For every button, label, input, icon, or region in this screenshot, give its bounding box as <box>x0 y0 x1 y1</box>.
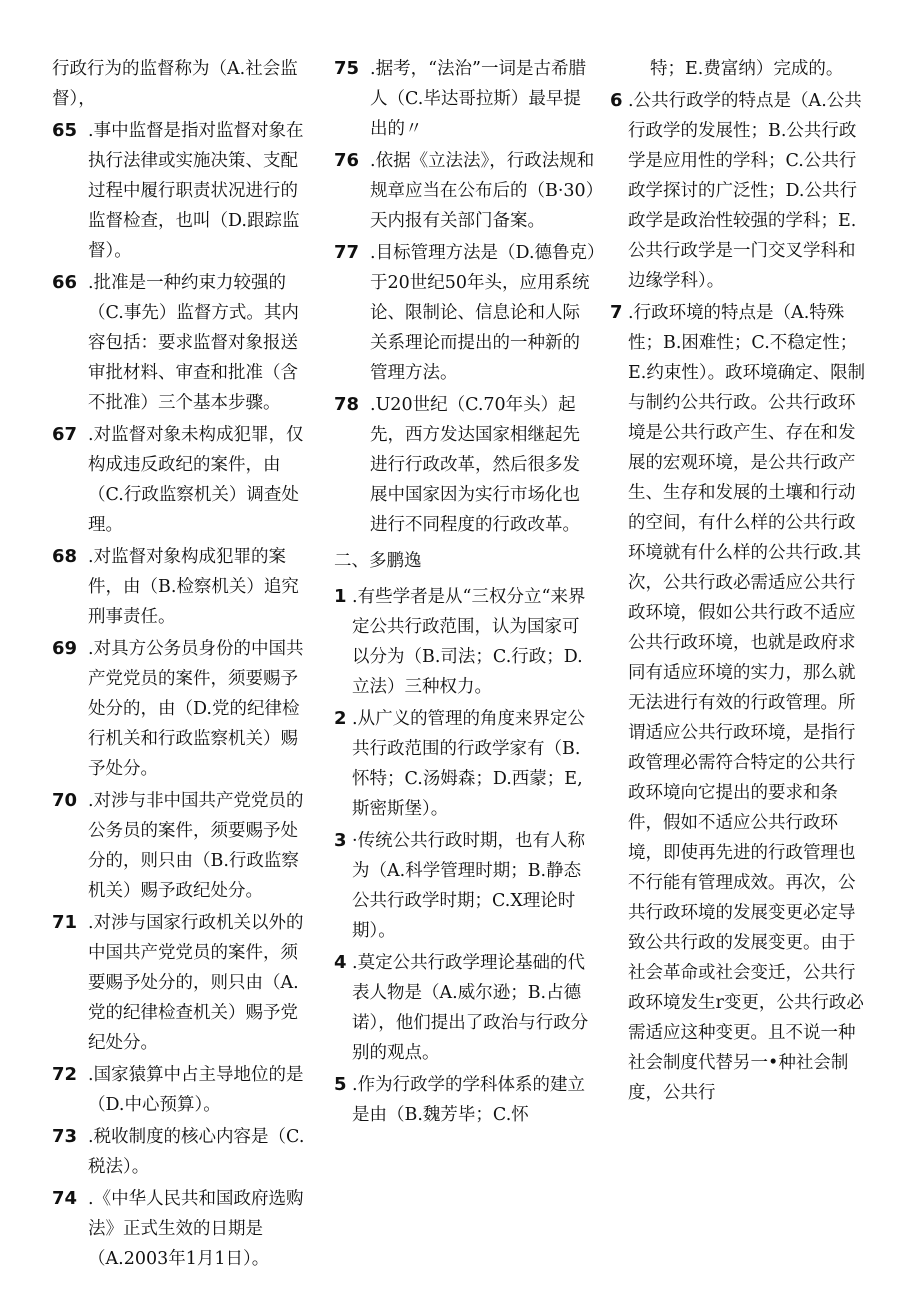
question-item <box>52 116 314 266</box>
question-text: .对具方公务员身份的中国共产党党员的案件，须要赐予处分的，由（D.党的纪律检行机关和行政监察机关）赐予处分。 <box>88 639 304 779</box>
question-item <box>334 390 596 540</box>
question-item <box>52 268 314 418</box>
question-number: 7 <box>610 302 623 323</box>
question-number: 74 <box>52 1188 78 1209</box>
question-number: 3 <box>334 830 347 851</box>
question-text: .对监督对象构成犯罪的案件，由（B.检察机关）追究刑事责任。 <box>88 547 299 627</box>
question-list <box>334 54 596 540</box>
question-item <box>52 634 314 784</box>
question-item <box>52 1060 314 1120</box>
question-number: 4 <box>334 952 347 973</box>
section-heading: 二、多鹏逸 <box>334 551 422 571</box>
question-text: .事中监督是指对监督对象在执行法律或实施决策、支配过程中履行职责状况进行的监督检查，也叫（D.跟踪监督）。 <box>88 121 304 261</box>
question-number: 2 <box>334 708 347 729</box>
multi-choice-list <box>334 582 596 1130</box>
question-text: .对涉与国家行政机关以外的中国共产党党员的案件，须要赐予处分的，则只由（A.党的纪律检查机关）赐予党纪处分。 <box>88 913 304 1053</box>
question-number: 76 <box>334 150 360 171</box>
question-text: .有些学者是从“三权分立“来界定公共行政范围，认为国家可以分为（B.司法；C.行政；D.立法）三种权力。 <box>352 587 586 697</box>
question-item <box>334 826 596 946</box>
column-right <box>610 54 872 1108</box>
question-list <box>52 116 314 1274</box>
question-number: 71 <box>52 912 78 933</box>
question-text: .依据《立法法》，行政法规和规章应当在公布后的（B·30）天内报有关部门备案。 <box>370 151 595 231</box>
lead-text: 特；E.费富纳）完成的。 <box>650 59 844 79</box>
question-text: .据考，“法治”一词是古希腊人（C.毕达哥拉斯）最早提出的〃 <box>370 59 586 139</box>
question-text: .《中华人民共和国政府选购法》正式生效的日期是（A.2003年1月1日）。 <box>88 1189 304 1269</box>
question-text: .对涉与非中国共产党党员的公务员的案件，须要赐予处分的，则只由（B.行政监察机关）赐予政纪处分。 <box>88 791 304 901</box>
question-number: 6 <box>610 90 623 111</box>
question-item <box>334 146 596 236</box>
multi-choice-list <box>610 86 872 1108</box>
question-number: 73 <box>52 1126 78 1147</box>
question-item <box>610 298 872 1108</box>
question-item <box>52 786 314 906</box>
question-number: 78 <box>334 394 360 415</box>
question-text: .公共行政学的特点是（A.公共行政学的发展性；B.公共行政学是应用性的学科；C.公共行政学探讨的广泛性；D.公共行政学是政治性较强的学科；E.公共行政学是一门交叉学科和边缘学科）。 <box>628 91 862 291</box>
question-text: .U20世纪（C.70年头）起先，西方发达国家相继起先进行行政改革，然后很多发展中国家因为实行市场化也进行不同程度的行政改革。 <box>370 395 580 535</box>
question-text: .批准是一种约束力较强的（C.事先）监督方式。其内容包括：要求监督对象报送审批材料、审查和批准（含不批准）三个基本步骤。 <box>88 273 299 413</box>
question-text: .作为行政学的学科体系的建立是由（B.魏芳毕；C.怀 <box>352 1075 586 1125</box>
question-item <box>52 1122 314 1182</box>
question-item <box>52 1184 314 1274</box>
question-text: ·传统公共行政时期，也有人称为（A.科学管理时期；B.静态公共行政学时期；C.X理论时期）。 <box>352 831 586 941</box>
question-item <box>52 908 314 1058</box>
question-item <box>334 54 596 144</box>
question-item <box>334 704 596 824</box>
question-number: 1 <box>334 586 347 607</box>
question-item <box>610 86 872 296</box>
question-text: .国家猿算中占主导地位的是（D.中心预算）。 <box>88 1065 304 1115</box>
question-text: .莫定公共行政学理论基础的代表人物是（A.威尔逊；B.占德诺），他们提出了政治与行政分别的观点。 <box>352 953 589 1063</box>
question-item <box>334 948 596 1068</box>
column-left <box>52 54 314 1274</box>
question-number: 77 <box>334 242 360 263</box>
question-item <box>52 420 314 540</box>
question-text: .行政环境的特点是（A.特殊性；B.困难性；C.不稳定性；E.约束性）。政环境确定、限制与制约公共行政。公共行政环境是公共行政产生、存在和发展的宏观环境，是公共行政产生、生存和发展的土壤和行动的空间，有什么样的公共行政环境就有什么样的公共行政.其次，公共行政必需适应公共行政环境，假如公共行政不适应公共行政环境，也就是政府求同有适应环境的实力，那么就无法进行有效的行政管理。所谓适应公共行政环境，是指行政管理必需符合特定的公共行政环境向它提出的要求和条件，假如不适应公共行政环境，即使再先进的行政管理也不行能有管理成效。再次，公共行政环境的发展变更必定导致公共行政的发展变更。由于社会革命或社会变迁，公共行政环境发生r变更，公共行政必需适应这种变更。且不说一种社会制度代替另一•种社会制度，公共行 <box>628 303 866 1103</box>
question-item <box>52 542 314 632</box>
question-item <box>334 238 596 388</box>
question-text: .对监督对象未构成犯罪，仅构成违反政纪的案件，由（C.行政监察机关）调查处理。 <box>88 425 304 535</box>
question-text: .税收制度的核心内容是（C.税法）。 <box>88 1127 305 1177</box>
question-item <box>334 582 596 702</box>
question-number: 68 <box>52 546 78 567</box>
column-middle <box>334 54 596 1130</box>
question-text: .从广义的管理的角度来界定公共行政范围的行政学家有（B.怀特；C.汤姆森；D.西蒙；E,斯密斯堡）。 <box>352 709 586 819</box>
question-number: 65 <box>52 120 78 141</box>
question-text: .目标管理方法是（D.德鲁克）于20世纪50年头，应用系统论、限制论、信息论和人际关系理论而提出的一种新的管理方法。 <box>370 243 596 383</box>
question-number: 75 <box>334 58 360 79</box>
question-item <box>334 1070 596 1130</box>
lead-text: 行政行为的监督称为（A.社会监督）， <box>52 59 298 109</box>
question-number: 66 <box>52 272 78 293</box>
question-number: 69 <box>52 638 78 659</box>
question-number: 67 <box>52 424 78 445</box>
question-number: 5 <box>334 1074 347 1095</box>
question-number: 70 <box>52 790 78 811</box>
question-number: 72 <box>52 1064 78 1085</box>
